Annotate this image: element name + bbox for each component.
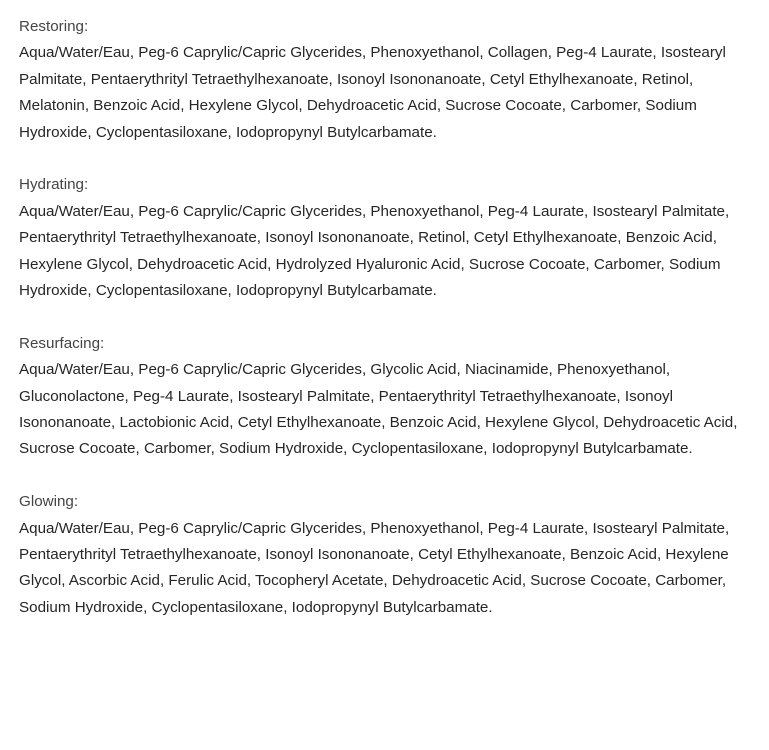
section-resurfacing [19,331,765,463]
section-ingredients: Aqua/Water/Eau, Peg-6 Caprylic/Capric Glycerides, Glycolic Acid, Niacinamide, Phenoxyethanol, Gluconolactone, Peg-4 Laurate, Isostearyl Palmitate, Pentaerythrityl Tetraethylhexanoate, Isonoyl Isononanoate, Lactobionic Acid, Cetyl Ethylhexanoate, Benzoic Acid, Hexylene Glycol, Dehydroacetic Acid, Sucrose Cocoate, Carbomer, Sodium Hydroxide, Cyclopentasiloxane, Iodopropynyl Butylcarbamate. [19,361,738,458]
section-ingredients: Aqua/Water/Eau, Peg-6 Caprylic/Capric Glycerides, Phenoxyethanol, Peg-4 Laurate, Isostearyl Palmitate, Pentaerythrityl Tetraethylhexanoate, Isonoyl Isononanoate, Cetyl Ethylhexanoate, Benzoic Acid, Hexylene Glycol, Ascorbic Acid, Ferulic Acid, Tocopheryl Acetate, Dehydroacetic Acid, Sucrose Cocoate, Carbomer, Sodium Hydroxide, Cyclopentasiloxane, Iodopropynyl Butylcarbamate. [19,519,730,616]
section-heading: Glowing: [19,493,79,511]
section-ingredients: Aqua/Water/Eau, Peg-6 Caprylic/Capric Glycerides, Phenoxyethanol, Peg-4 Laurate, Isostearyl Palmitate, Pentaerythrityl Tetraethylhexanoate, Isonoyl Isononanoate, Retinol, Cetyl Ethylhexanoate, Benzoic Acid, Hexylene Glycol, Dehydroacetic Acid, Hydrolyzed Hyaluronic Acid, Sucrose Cocoate, Carbomer, Sodium Hydroxide, Cyclopentasiloxane, Iodopropynyl Butylcarbamate. [19,202,730,300]
section-glowing [19,489,765,621]
section-restoring [19,14,765,146]
section-heading: Restoring: [19,18,89,35]
section-heading: Hydrating: [19,176,89,194]
section-heading: Resurfacing: [19,334,105,352]
ingredients-list [19,14,765,648]
section-ingredients: Aqua/Water/Eau, Peg-6 Caprylic/Capric Glycerides, Phenoxyethanol, Collagen, Peg-4 Laurate, Isostearyl Palmitate, Pentaerythrityl Tetraethylhexanoate, Isonoyl Isononanoate, Cetyl Ethylhexanoate, Retinol, Melatonin, Benzoic Acid, Hexylene Glycol, Dehydroacetic Acid, Sucrose Cocoate, Carbomer, Sodium Hydroxide, Cyclopentasiloxane, Iodopropynyl Butylcarbamate. [19,44,726,141]
section-hydrating [19,172,765,304]
